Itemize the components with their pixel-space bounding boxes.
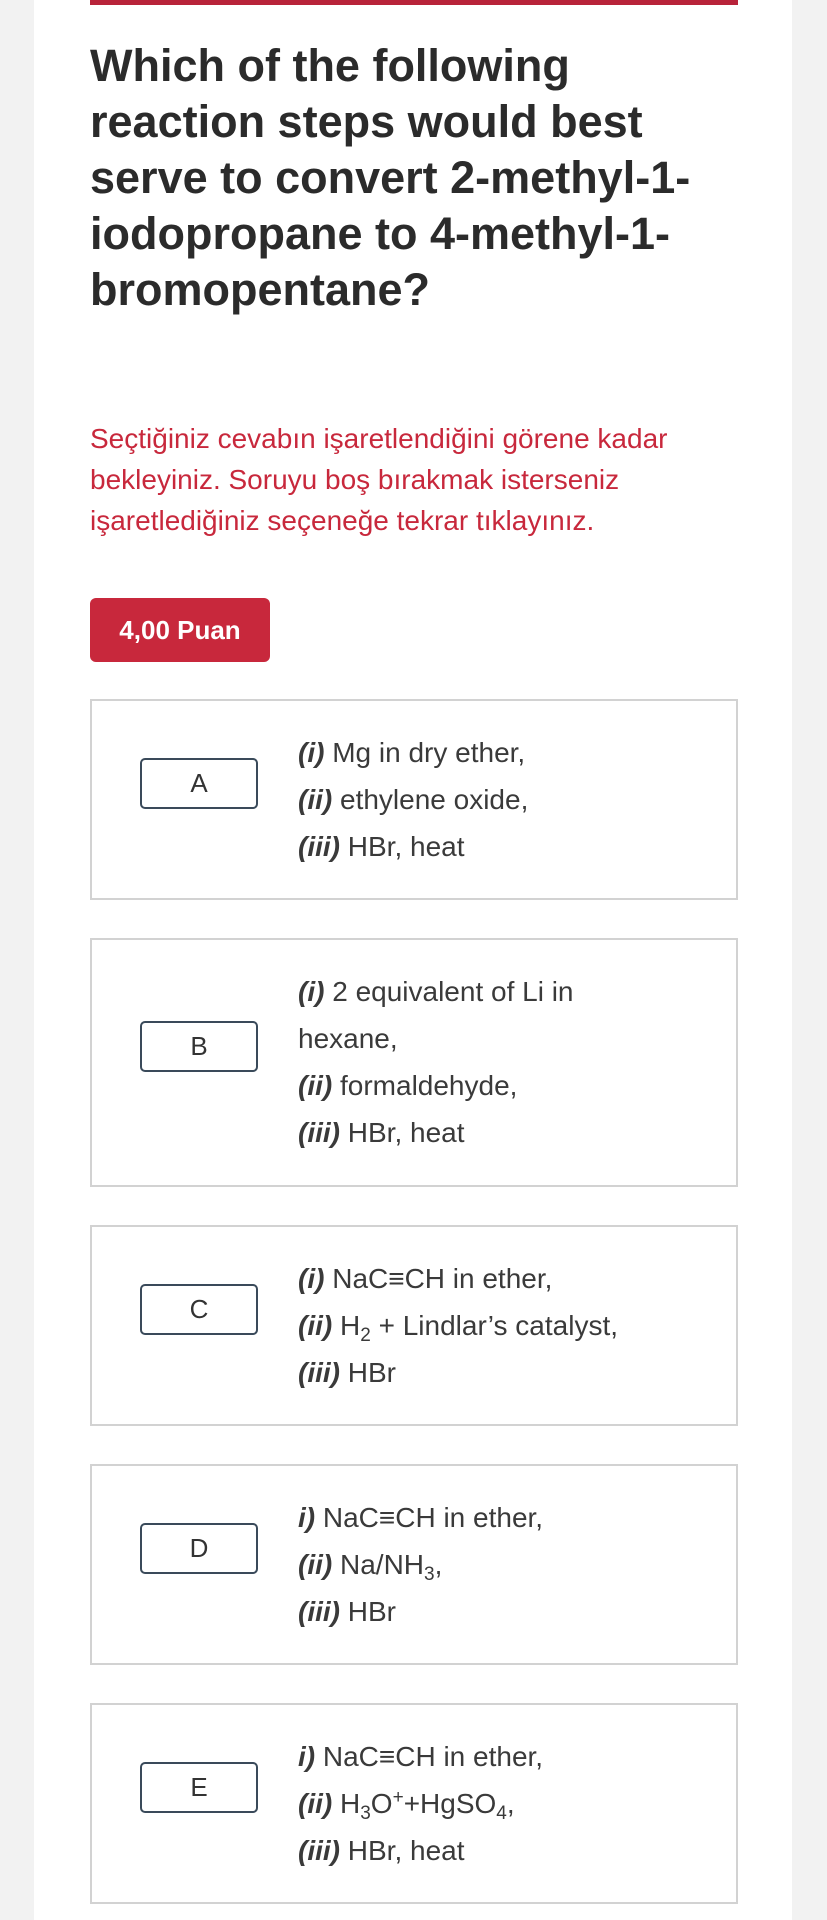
- option-letter[interactable]: A: [140, 758, 258, 809]
- step-text: ethylene oxide,: [332, 784, 529, 815]
- option-letter[interactable]: B: [140, 1021, 258, 1072]
- step-line: [298, 729, 718, 776]
- option-text: [298, 729, 718, 870]
- step-line: [298, 1494, 718, 1541]
- option-letter[interactable]: C: [140, 1284, 258, 1335]
- step-text: HBr, heat: [340, 1117, 465, 1148]
- option-text: [298, 1494, 718, 1635]
- step-line: [298, 1541, 718, 1588]
- option-e[interactable]: [90, 1703, 738, 1904]
- step-text: O: [370, 1788, 393, 1819]
- points-badge: 4,00 Puan: [90, 598, 270, 662]
- step-number: i): [298, 1741, 316, 1772]
- step-line: [298, 1780, 718, 1827]
- step-number: (ii): [298, 784, 333, 815]
- step-line: [298, 1255, 718, 1302]
- step-number: (ii): [298, 1549, 333, 1580]
- subscript: 2: [360, 1325, 371, 1346]
- step-text: ,: [506, 1788, 515, 1819]
- step-line: [298, 1109, 638, 1156]
- step-number: (iii): [298, 1117, 340, 1148]
- subscript: 3: [424, 1564, 435, 1585]
- step-line: [298, 776, 718, 823]
- step-number: (ii): [298, 1310, 333, 1341]
- step-text: + Lindlar’s catalyst,: [370, 1310, 618, 1341]
- option-b[interactable]: [90, 938, 738, 1187]
- step-text: NaC≡CH in ether,: [315, 1502, 544, 1533]
- option-letter[interactable]: E: [140, 1762, 258, 1813]
- option-text: [298, 1733, 718, 1874]
- option-text: [298, 1255, 718, 1396]
- top-accent-bar: [90, 0, 738, 5]
- step-text: H: [332, 1788, 361, 1819]
- option-c[interactable]: [90, 1225, 738, 1426]
- option-letter[interactable]: D: [140, 1523, 258, 1574]
- step-text: NaC≡CH in ether,: [324, 1263, 553, 1294]
- step-number: (iii): [298, 831, 340, 862]
- step-number: (i): [298, 1263, 325, 1294]
- step-line: [298, 823, 718, 870]
- option-a[interactable]: [90, 699, 738, 900]
- step-line: [298, 1302, 718, 1349]
- subscript: 4: [496, 1803, 507, 1824]
- step-number: (ii): [298, 1788, 333, 1819]
- step-text: ,: [434, 1549, 443, 1580]
- option-d[interactable]: [90, 1464, 738, 1665]
- step-line: [298, 1588, 718, 1635]
- step-number: (iii): [298, 1835, 340, 1866]
- step-number: i): [298, 1502, 316, 1533]
- step-number: (iii): [298, 1596, 340, 1627]
- step-text: Mg in dry ether,: [324, 737, 526, 768]
- option-text: [298, 968, 638, 1156]
- step-line: [298, 1349, 718, 1396]
- step-text: HBr, heat: [340, 1835, 465, 1866]
- answer-instructions: Seçtiğiniz cevabın işaretlendiğini görene kadar bekleyiniz. Soruyu boş bırakmak isterseniz işaretlediğiniz seçeneğe tekrar tıklayınız.: [90, 423, 668, 536]
- step-text: formaldehyde,: [332, 1070, 518, 1101]
- step-text: H: [332, 1310, 361, 1341]
- superscript: +: [392, 1787, 404, 1808]
- step-line: [298, 1827, 718, 1874]
- step-text: Na/NH: [332, 1549, 425, 1580]
- step-text: HBr: [340, 1357, 396, 1388]
- step-text: HBr, heat: [340, 831, 465, 862]
- step-text: HBr: [340, 1596, 396, 1627]
- step-number: (iii): [298, 1357, 340, 1388]
- step-line: [298, 1062, 638, 1109]
- step-line: [298, 968, 638, 1062]
- question-text: Which of the following reaction steps would best serve to convert 2-methyl-1-iodopropane to 4-methyl-1-bromopentane?: [90, 40, 691, 315]
- subscript: 3: [360, 1803, 371, 1824]
- step-line: [298, 1733, 718, 1780]
- step-text: 2 equivalent of Li in hexane,: [298, 976, 574, 1054]
- step-text: +HgSO: [403, 1788, 497, 1819]
- step-text: NaC≡CH in ether,: [315, 1741, 544, 1772]
- step-number: (ii): [298, 1070, 333, 1101]
- step-number: (i): [298, 737, 325, 768]
- step-number: (i): [298, 976, 325, 1007]
